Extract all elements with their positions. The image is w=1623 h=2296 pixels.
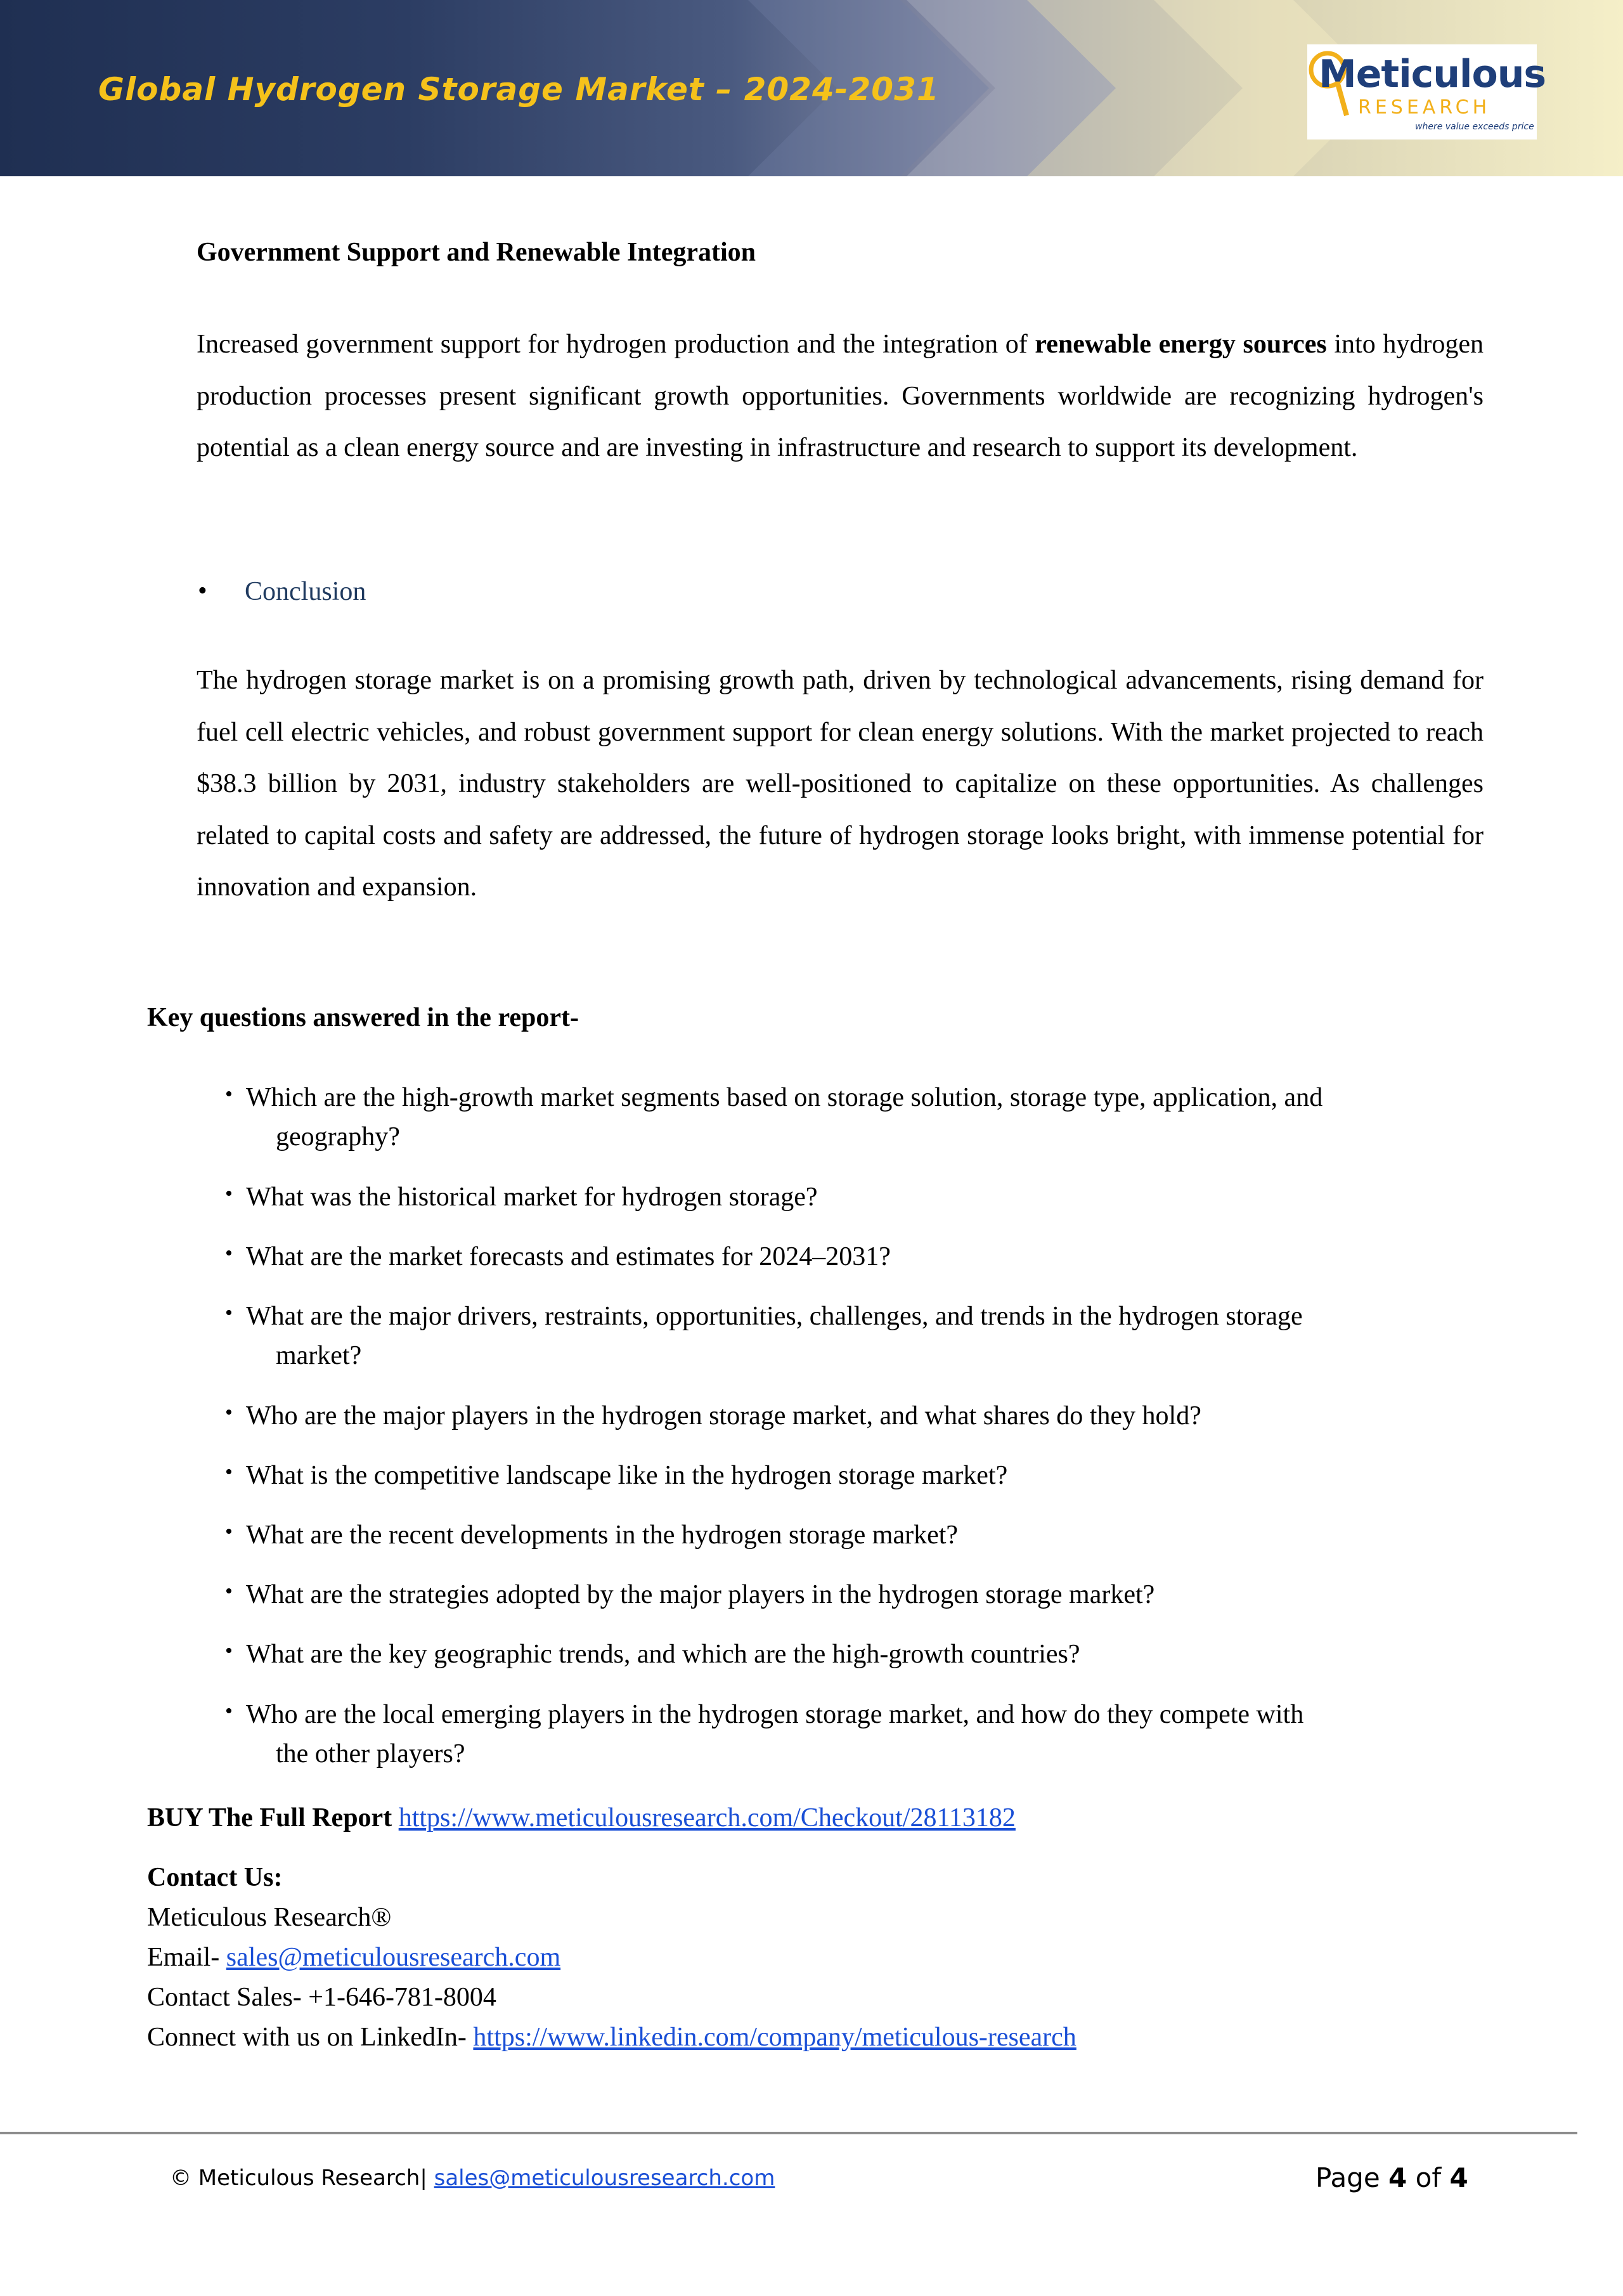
linkedin-label: Connect with us on LinkedIn-	[147, 2023, 467, 2052]
bullet-icon: •	[225, 1579, 233, 1603]
contact-heading: Contact Us:	[147, 1863, 283, 1892]
page-total: 4	[1449, 2162, 1468, 2193]
para1-text-end: into hydrogen production processes present significant growth opportunities. Governments worldwide are recognizing hydrogen's potential as a clean energy source and are investing in infrastructure and research to support its development.	[197, 330, 1484, 462]
logo-subtitle: RESEARCH	[1358, 96, 1491, 119]
buy-report-line	[147, 1798, 1016, 1838]
bullet-icon: •	[225, 1182, 233, 1205]
bullet-icon: •	[225, 1242, 233, 1265]
question-item: What are the market forecasts and estimates for 2024–2031?	[246, 1242, 891, 1271]
question-item: Who are the local emerging players in the hydrogen storage market, and how do they compete with	[246, 1700, 1304, 1729]
conclusion-paragraph: The hydrogen storage market is on a promising growth path, driven by technological advancements, rising demand for fuel cell electric vehicles, and robust government support for clean energy solutions. With the market projected to reach $38.3 billion by 2031, industry stakeholders are well-positioned to capitalize on these opportunities. As challenges related to capital costs and safety are addressed, the future of hydrogen storage looks bright, with immense potential for innovation and expansion.	[197, 666, 1484, 902]
page-of: of	[1415, 2162, 1442, 2193]
page-current: 4	[1388, 2162, 1407, 2193]
question-item: Which are the high-growth market segments based on storage solution, storage type, application, and	[246, 1083, 1323, 1112]
contact-company: Meticulous Research®	[147, 1903, 392, 1932]
question-item-continued: geography?	[276, 1122, 400, 1151]
bullet-icon: •	[225, 1301, 233, 1325]
question-item-continued: the other players?	[276, 1739, 465, 1768]
logo-name: Meticulous	[1319, 52, 1546, 96]
footer-divider	[0, 2132, 1577, 2134]
bullet-icon: •	[225, 1460, 233, 1484]
bullet-icon: •	[225, 1520, 233, 1543]
question-item: Who are the major players in the hydrogen storage market, and what shares do they hold?	[246, 1401, 1201, 1430]
question-item: What are the strategies adopted by the major players in the hydrogen storage market?	[246, 1580, 1155, 1609]
bullet-icon: •	[225, 1699, 233, 1723]
question-item: What are the recent developments in the hydrogen storage market?	[246, 1521, 959, 1550]
bullet-icon: •	[225, 1639, 233, 1663]
buy-report-label: BUY The Full Report	[147, 1803, 392, 1832]
linkedin-link[interactable]: https://www.linkedin.com/company/meticulous-research	[473, 2023, 1077, 2052]
bullet-icon: •	[225, 1082, 233, 1106]
question-item: What was the historical market for hydrogen storage?	[246, 1183, 818, 1212]
contact-phone: Contact Sales- +1-646-781-8004	[147, 1983, 496, 2012]
checkout-link[interactable]: https://www.meticulousresearch.com/Checkout/28113182	[398, 1803, 1016, 1832]
footer-copyright	[170, 2165, 775, 2191]
logo-tagline: where value exceeds price	[1415, 122, 1534, 132]
document-title: Global Hydrogen Storage Market – 2024-2031	[98, 71, 940, 108]
page-prefix: Page	[1316, 2162, 1380, 2193]
government-support-paragraph	[197, 319, 1484, 474]
bullet-icon: •	[225, 1401, 233, 1424]
contact-email-line	[147, 1938, 560, 1977]
bullet-icon: •	[198, 576, 207, 606]
para1-bold-text: renewable energy sources	[1035, 330, 1327, 359]
conclusion-heading: Conclusion	[245, 577, 366, 606]
meticulous-research-logo	[1307, 44, 1546, 139]
contact-linkedin-line	[147, 2018, 1077, 2057]
footer-email-link[interactable]: sales@meticulousresearch.com	[434, 2165, 775, 2191]
header-banner	[0, 0, 1623, 176]
key-questions-heading: Key questions answered in the report-	[147, 1003, 579, 1032]
question-item-continued: market?	[276, 1341, 362, 1370]
question-item: What is the competitive landscape like in the hydrogen storage market?	[246, 1461, 1008, 1490]
email-label: Email-	[147, 1943, 220, 1972]
copyright-text: © Meticulous Research|	[170, 2165, 427, 2191]
page-number	[1316, 2162, 1468, 2193]
question-item: What are the major drivers, restraints, opportunities, challenges, and trends in the hydrogen storage	[246, 1302, 1303, 1331]
section-heading: Government Support and Renewable Integration	[197, 238, 756, 267]
email-link[interactable]: sales@meticulousresearch.com	[226, 1943, 561, 1972]
question-item: What are the key geographic trends, and which are the high-growth countries?	[246, 1640, 1080, 1669]
para1-text-start: Increased government support for hydrogen production and the integration of	[197, 330, 1035, 359]
